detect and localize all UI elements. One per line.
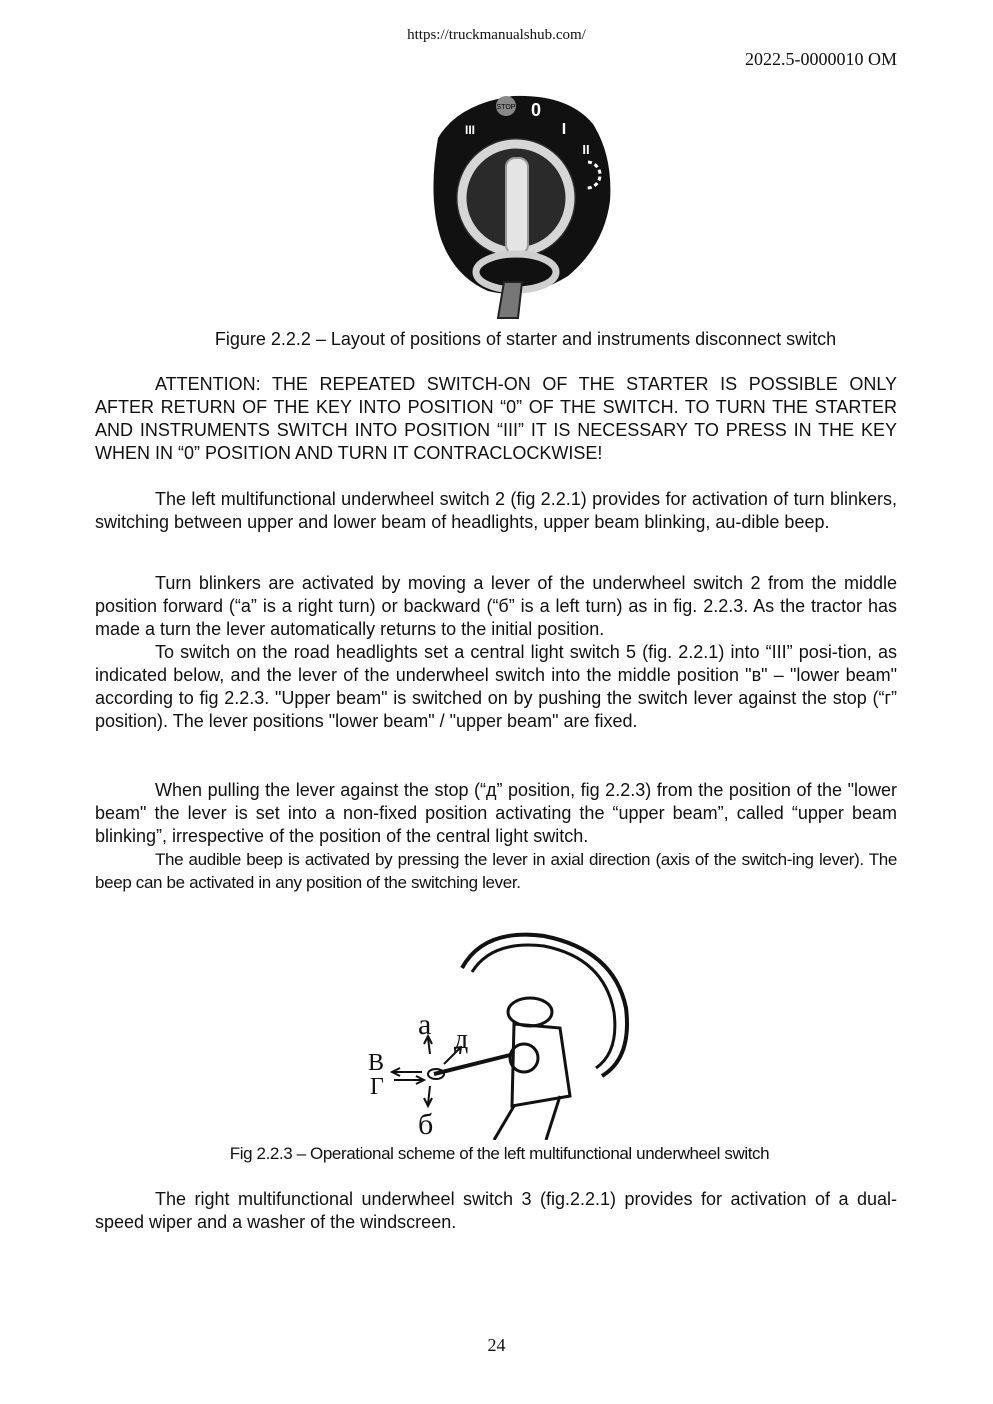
arrow-left-icon: [392, 1068, 422, 1076]
label-position-a: а: [418, 1008, 432, 1041]
paragraph-left-switch: The left multifunctional underwheel switch 2 (fig 2.2.1) provides for activation of turn blinkers, switching between upper and lower beam of headlights, upper beam blinking, au-dible beep.: [95, 489, 897, 532]
label-position-g: Г: [370, 1074, 384, 1100]
label-position-b: б: [418, 1108, 434, 1140]
label-stop: STOP: [496, 104, 516, 111]
paragraph-road-headlights: To switch on the road headlights set a central light switch 5 (fig. 2.2.1) into “III” posi-tion, as indicated below, and the lever of the underwheel switch into the middle position "в" – "lower beam" according to fig 2.2.3. "Upper beam" is switched on by pushing the switch lever against the stop (“г” position). The lever positions "lower beam" / "upper beam" are fixed.: [95, 642, 897, 731]
paragraph-upper-beam-blinking: When pulling the lever against the stop (“д” position, fig 2.2.3) from the position of the "lower beam" the lever is set into a non-fixed position activating the “upper beam”, called “upper beam blinking”, irrespective of the position of the central light switch.: [95, 780, 897, 846]
source-url: https://truckmanualshub.com/: [407, 27, 586, 43]
underwheel-switch-figure: [364, 928, 644, 1140]
label-position-1: I: [561, 121, 567, 138]
label-position-0: 0: [530, 100, 542, 120]
paragraph-turn-blinkers: Turn blinkers are activated by moving a lever of the underwheel switch 2 from the middle position forward (“a” is a right turn) or backward (“б” is a left turn) as in fig. 2.2.3. As the tractor has made a turn the lever automatically returns to the initial position.: [95, 573, 897, 639]
arrow-right-icon: [394, 1076, 424, 1084]
label-position-3: III: [464, 123, 476, 137]
page-number: 24: [487, 1335, 506, 1355]
attention-paragraph: ATTENTION: THE REPEATED SWITCH-ON OF THE STARTER IS POSSIBLE ONLY AFTER RETURN OF THE KEY INTO POSITION “0” OF THE SWITCH. TO TURN THE STARTER AND INSTRUMENTS SWITCH INTO POSITION “III” IT IS NECESSARY TO PRESS IN THE KEY WHEN IN “0” POSITION AND TURN IT CONTRACLOCKWISE!: [95, 374, 897, 463]
label-position-v: В: [368, 1050, 385, 1076]
ignition-switch-figure: [418, 86, 620, 322]
paragraph-audible-beep: The audible beep is activated by pressing the lever in axial direction (axis of the switch-ing lever). The beep can be activated in any position of the switching lever.: [95, 850, 897, 892]
figure-2-2-3-caption: Fig 2.2.3 – Operational scheme of the left multifunctional underwheel switch: [229, 1144, 770, 1163]
paragraph-right-switch: The right multifunctional underwheel switch 3 (fig.2.2.1) provides for activation of a dual-speed wiper and a washer of the windscreen.: [95, 1189, 897, 1232]
arrow-down-icon: [424, 1086, 432, 1106]
label-position-2: II: [582, 142, 590, 157]
document-code: 2022.5-0000010 OM: [745, 49, 897, 69]
label-position-d: д: [454, 1024, 469, 1055]
figure-2-2-2-caption: Figure 2.2.2 – Layout of positions of starter and instruments disconnect switch: [214, 329, 837, 349]
